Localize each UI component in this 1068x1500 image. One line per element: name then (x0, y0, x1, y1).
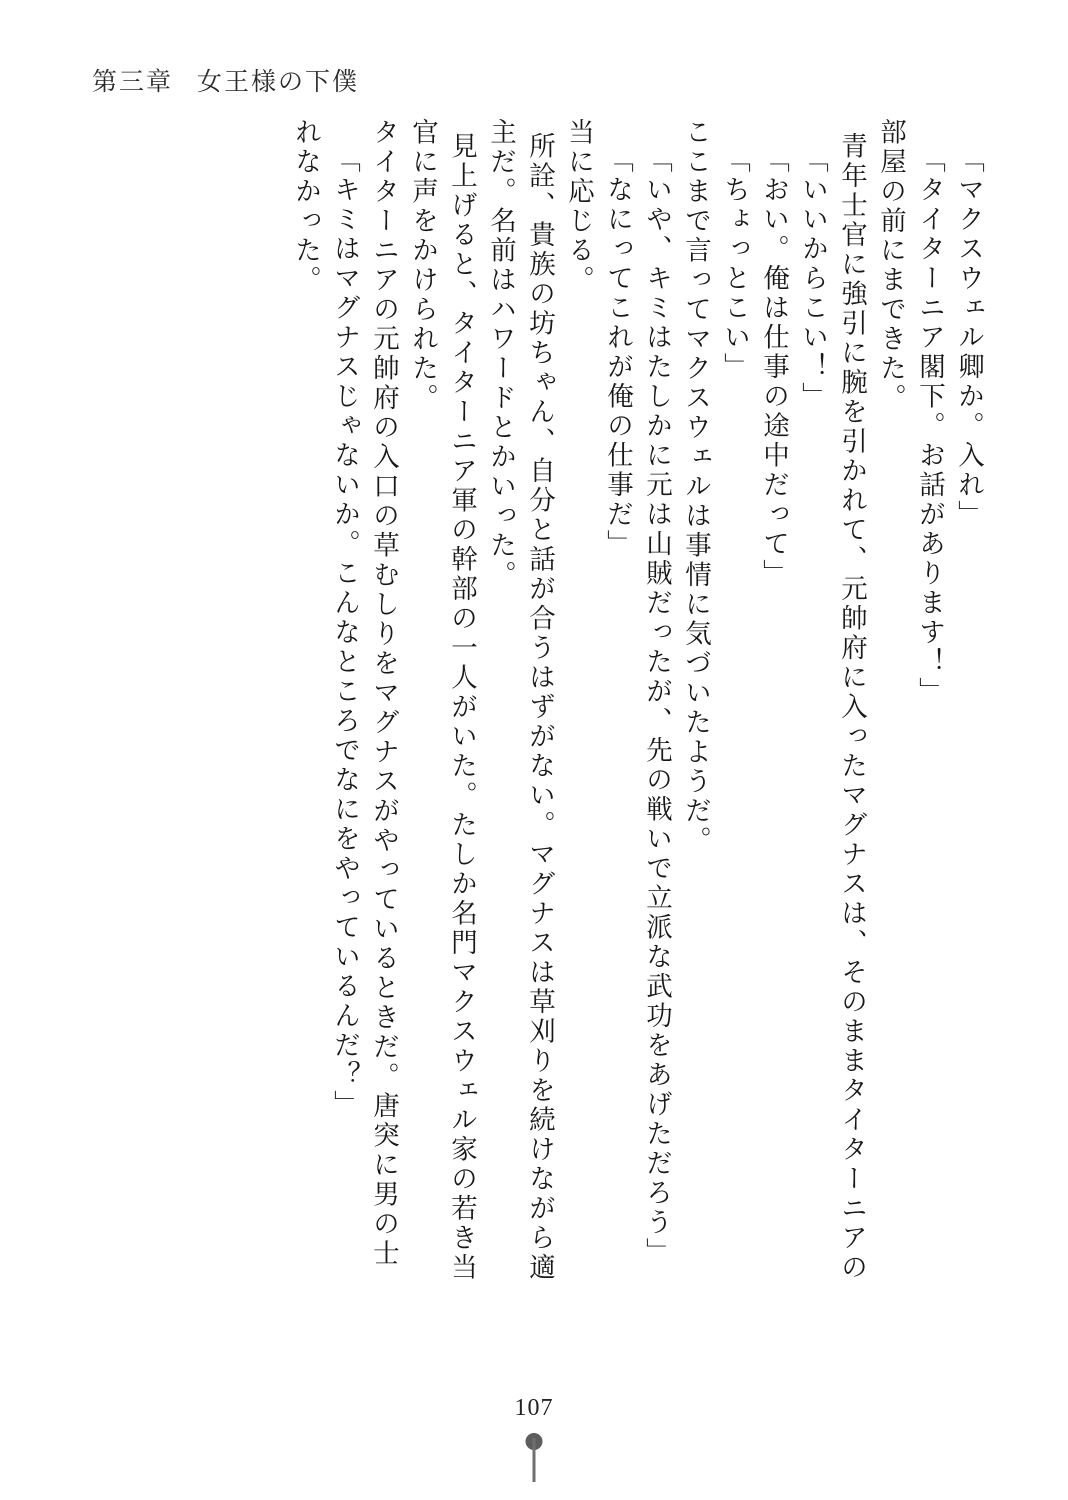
text-column: 「キミはマグナスじゃないか。こんなところでなにをやっているんだ？」 (330, 146, 360, 1120)
page-number: 107 (514, 1395, 554, 1421)
text-column: 「おい。俺は仕事の途中だって」 (759, 146, 789, 589)
text-column: 主だ。名前はハワードとかいった。 (486, 118, 516, 590)
text-column: 部屋の前にまできた。 (876, 118, 906, 413)
text-column: ここまで言ってマクスウェルは事情に気づいたようだ。 (681, 118, 711, 856)
text-column: 「ちょっとこい」 (720, 146, 750, 382)
text-column: 当に応じる。 (564, 118, 594, 295)
chapter-title: 女王様の下僕 (197, 69, 360, 96)
vertical-body-text (280, 118, 982, 1358)
text-column: 官に声をかけられた。 (408, 118, 438, 413)
text-column: 「いや、キミはたしかに元は山賊だったが、先の戦いで立派な武功をあげただろう」 (642, 146, 672, 1267)
chapter-number: 第三章 (92, 69, 174, 96)
text-column: 青年士官に強引に腕を引かれて、元帥府に入ったマグナスは、そのままタイターニアの (837, 132, 867, 1283)
text-column: 所詮、貴族の坊ちゃん、自分と話が合うはずがない。マグナスは草刈りを続けながら適 (525, 132, 555, 1283)
pin-stem-icon (533, 1438, 536, 1482)
text-column: 「マクスウェル卿か。入れ」 (954, 146, 984, 530)
text-column: 見上げると、タイターニア軍の幹部の一人がいた。たしか名門マクスウェル家の若き当 (447, 132, 477, 1283)
text-column: れなかった。 (291, 118, 321, 295)
running-head (92, 62, 359, 98)
text-column: 「いいからこい！」 (798, 146, 828, 412)
text-column: 「なにってこれが俺の仕事だ」 (603, 146, 633, 559)
text-column: 「タイターニア閣下。お話があります！」 (915, 146, 945, 707)
text-column: タイターニアの元帥府の入口の草むしりをマグナスがやっているときだ。唐突に男の士 (369, 118, 399, 1269)
